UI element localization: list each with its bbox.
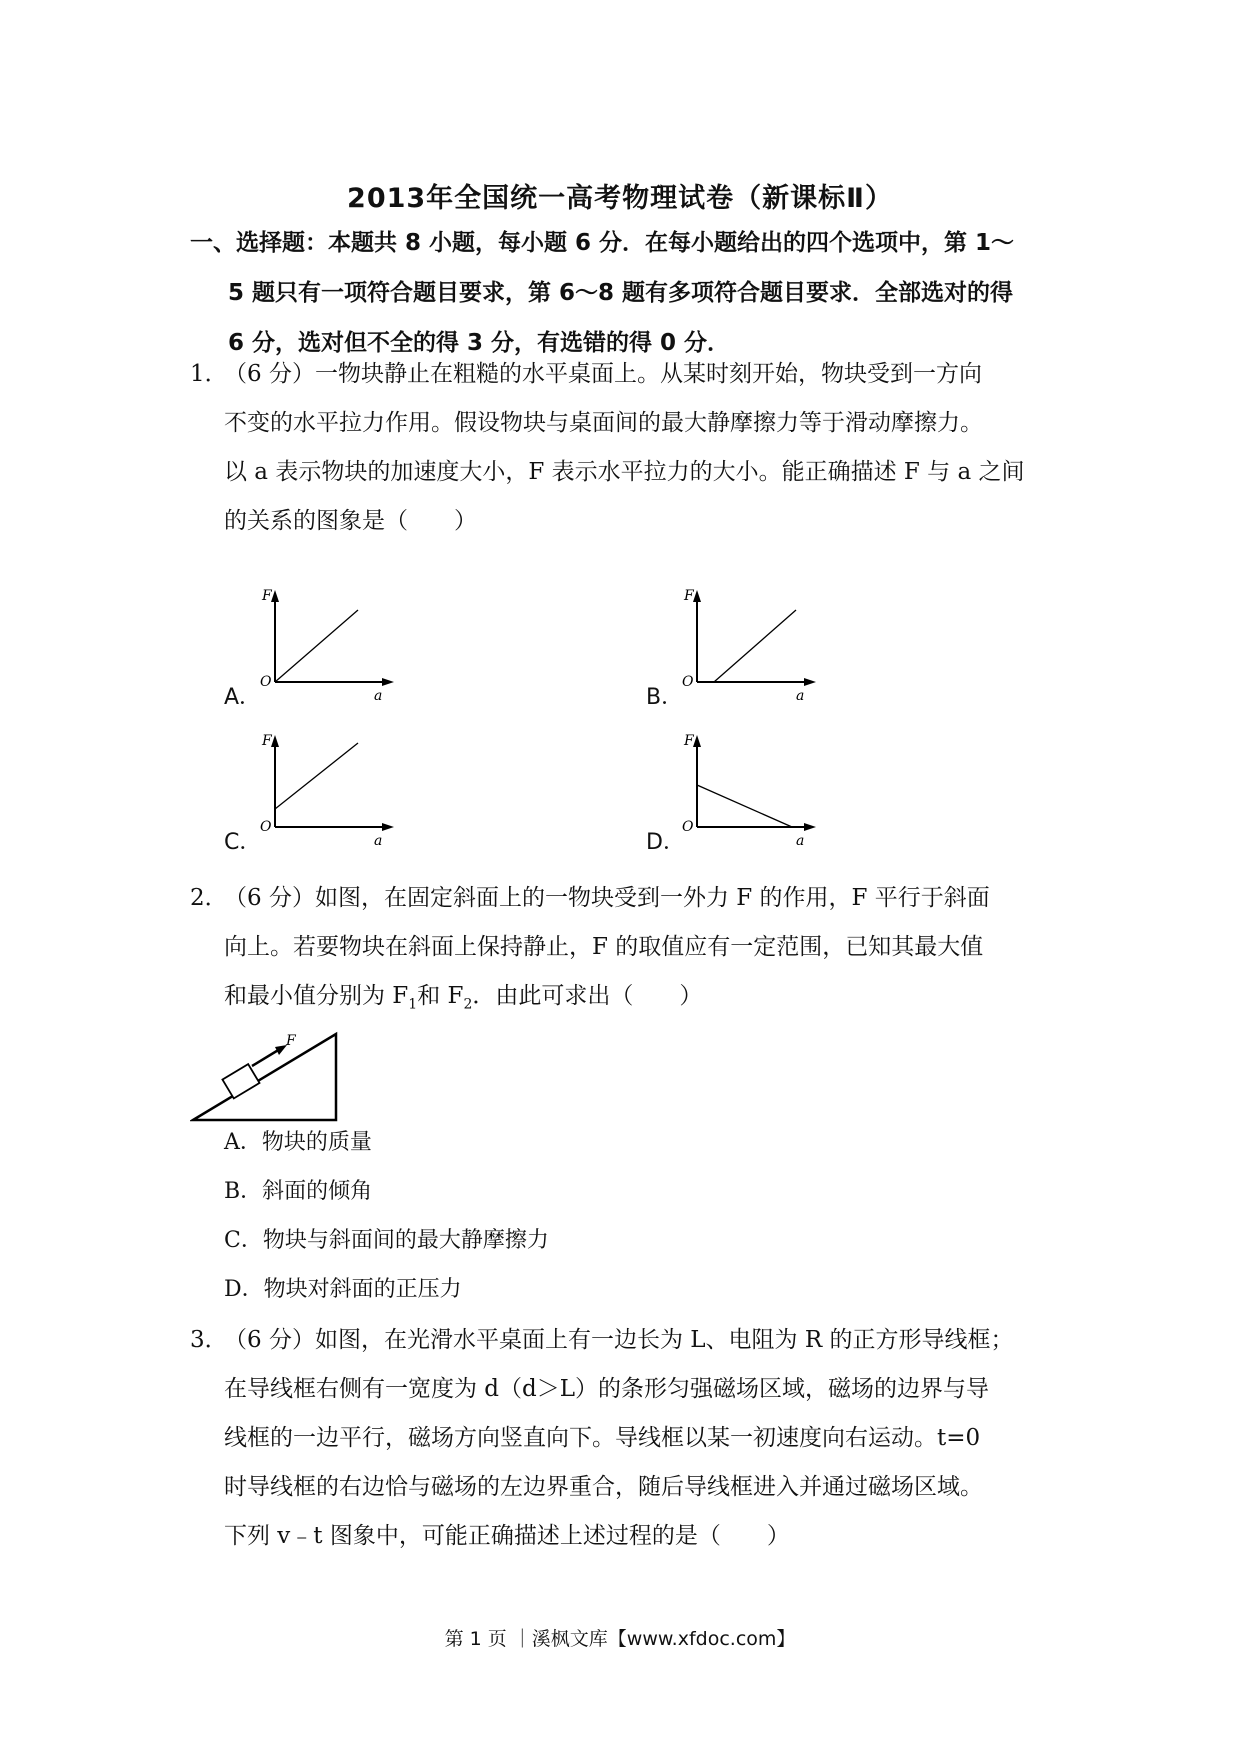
question-text-line: 不变的水平拉力作用。假设物块与桌面间的最大静摩擦力等于滑动摩擦力。: [224, 410, 983, 436]
question-text-line: （6 分）如图，在光滑水平桌面上有一边长为 L、电阻为 R 的正方形导线框；: [224, 1327, 1014, 1353]
page-title: 2013年全国统一高考物理试卷（新课标Ⅱ）: [347, 183, 893, 214]
section-instructions: [190, 218, 1070, 368]
question-text-line: （6 分）一物块静止在粗糙的水平桌面上。从某时刻开始，物块受到一方向: [224, 361, 982, 387]
section-line-1: 一、选择题：本题共 8 小题，每小题 6 分．在每小题给出的四个选项中，第 1～: [190, 230, 1015, 256]
option-b-graph: [680, 588, 820, 706]
force-label: F: [286, 1033, 296, 1049]
option-a-graph: [258, 588, 398, 706]
option-b-label: B．: [646, 685, 684, 710]
option-a-label: A．: [224, 685, 262, 710]
question-3: [190, 1316, 1080, 1561]
x-axis-label: a: [796, 833, 805, 849]
question-number: 2．: [190, 885, 228, 911]
y-axis-label: F: [684, 733, 694, 749]
y-axis-label: F: [684, 588, 694, 604]
option-c-graph: [258, 733, 398, 851]
question-text-line: 线框的一边平行，磁场方向竖直向下。导线框以某一初速度向右运动。t=0: [224, 1425, 981, 1451]
y-axis-label: F: [262, 588, 272, 604]
question-text-line: 以 a 表示物块的加速度大小，F 表示水平拉力的大小。能正确描述 F 与 a 之间: [224, 459, 1025, 485]
section-line-2: 5 题只有一项符合题目要求，第 6～8 题有多项符合题目要求．全部选对的得: [228, 280, 1014, 306]
question-text-line: 时导线框的右边恰与磁场的左边界重合，随后导线框进入并通过磁场区域。: [224, 1474, 983, 1500]
q2-option-d: D．物块对斜面的正压力: [224, 1277, 462, 1302]
x-axis-label: a: [374, 688, 383, 704]
question-text-line: 下列 v﹣t 图象中，可能正确描述上述过程的是（ ）: [224, 1523, 790, 1549]
q2-option-c: C．物块与斜面间的最大静摩擦力: [224, 1228, 549, 1253]
incline-figure: [190, 1028, 350, 1124]
x-axis-label: a: [796, 688, 805, 704]
origin-label: O: [682, 819, 694, 835]
page-footer: 第 1 页 ｜溪枫文库【www.xfdoc.com】: [444, 1628, 796, 1650]
question-text-line: 向上。若要物块在斜面上保持静止，F 的取值应有一定范围，已知其最大值: [224, 934, 984, 960]
question-2: [190, 874, 1080, 1030]
origin-label: O: [260, 819, 272, 835]
option-d-label: D．: [646, 830, 685, 855]
option-c-label: C．: [224, 830, 262, 855]
question-number: 1．: [190, 361, 228, 387]
x-axis-label: a: [374, 833, 383, 849]
question-text-line: 和最小值分别为 $F_1$和 $F_2$．由此可求出（ ）: [224, 983, 703, 1013]
question-text-line: 的关系的图象是（ ）: [224, 508, 477, 534]
question-1: [190, 350, 1080, 546]
section-line-3: 6 分，选对但不全的得 3 分，有选错的得 0 分．: [228, 330, 731, 356]
q2-option-b: B．斜面的倾角: [224, 1179, 373, 1204]
q2-option-a: A．物块的质量: [224, 1130, 372, 1155]
question-text-line: （6 分）如图，在固定斜面上的一物块受到一外力 F 的作用，F 平行于斜面: [224, 885, 990, 911]
origin-label: O: [260, 674, 272, 690]
option-d-graph: [680, 733, 820, 851]
origin-label: O: [682, 674, 694, 690]
question-number: 3．: [190, 1327, 228, 1353]
y-axis-label: F: [262, 733, 272, 749]
question-text-line: 在导线框右侧有一宽度为 d（d＞L）的条形匀强磁场区域，磁场的边界与导: [224, 1376, 990, 1402]
